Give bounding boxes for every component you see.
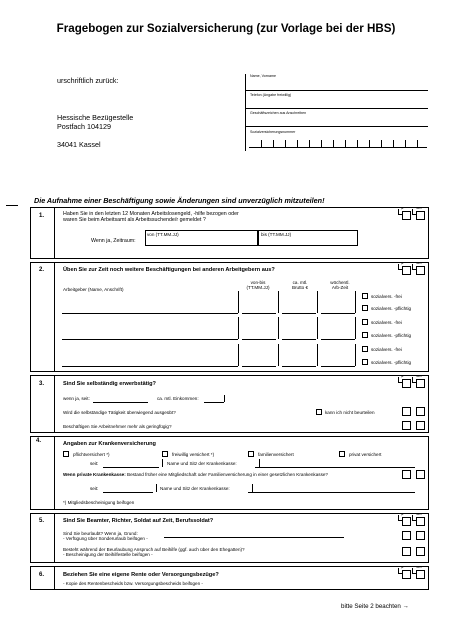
s2-income-line-1: ca. mtl.: [292, 280, 308, 285]
s4-family-checkbox[interactable]: [248, 451, 254, 457]
s5-leave-reason-field[interactable]: [164, 537, 344, 538]
s2-required-label-3: sozialvers. -pflichtig: [371, 360, 412, 365]
s4-insurer-field[interactable]: [255, 467, 415, 468]
s5-aid-yes-checkbox[interactable]: [402, 547, 411, 556]
s4-since-field[interactable]: [103, 467, 159, 468]
s2-income-label: [286, 280, 314, 290]
s4-insurer-field-2[interactable]: [248, 492, 415, 493]
s2-required-label-2: sozialvers. -pflichtig: [371, 333, 412, 338]
ssn-field[interactable]: [249, 134, 427, 148]
yes-label: ja: [401, 512, 404, 516]
s2-free-checkbox-2[interactable]: [362, 319, 368, 325]
section-3-number: 3.: [39, 381, 45, 387]
s5-leave-line-1: Sind Sie beurlaubt? Wenn ja, Grund:: [63, 531, 138, 536]
s1-question-line-1: Haben Sie in den letzten 12 Monaten Arbeitslosengeld, -hilfe bezogen oder: [63, 211, 239, 217]
s6-no-checkbox[interactable]: [416, 570, 425, 579]
s3-income-field[interactable]: [204, 402, 224, 403]
s2-required-checkbox-1[interactable]: [362, 305, 368, 311]
name-label: Name, Vorname: [250, 74, 276, 78]
s2-yes-checkbox[interactable]: [402, 266, 411, 275]
s4-private-checkbox[interactable]: [339, 451, 345, 457]
s4-since-label-2: seit:: [90, 486, 99, 491]
name-field[interactable]: [245, 90, 428, 91]
s4-private-yes-checkbox[interactable]: [402, 470, 411, 479]
s2-required-label-1: sozialvers. -pflichtig: [371, 306, 412, 311]
s2-free-checkbox-1[interactable]: [362, 293, 368, 299]
s3-cannot-checkbox[interactable]: [316, 409, 322, 415]
s1-question-line-2: waren Sie beim Arbeitsamt als Arbeitssuchende/r gemeldet ?: [63, 217, 206, 224]
s2-free-checkbox-3[interactable]: [362, 346, 368, 352]
s5-yes-checkbox[interactable]: [402, 517, 411, 526]
s4-private-question-rest: Bestand früher eine Mitgliedschaft oder Familienversicherung in einer gesetzlichen Krankenkasse?: [125, 472, 328, 477]
s4-question: Angaben zur Krankenversicherung: [63, 441, 156, 447]
s2-required-checkbox-2[interactable]: [362, 332, 368, 338]
s1-when-label: Wenn ja, Zeitraum:: [91, 238, 136, 244]
s4-voluntary-checkbox[interactable]: [162, 451, 168, 457]
s3-since-label: wenn ja, seit:: [63, 396, 90, 401]
s1-from-field[interactable]: [145, 230, 258, 246]
s6-question: Beziehen Sie eine eigene Rente oder Versorgungsbezüge?: [63, 572, 219, 578]
s3-employees-yes-checkbox[interactable]: [402, 421, 411, 430]
s1-no-checkbox[interactable]: [416, 211, 425, 220]
s2-period-line-1: von-bis: [250, 280, 266, 285]
s1-to-label: bis (TT.MM.JJ): [261, 232, 292, 237]
s5-leave-yes-checkbox[interactable]: [402, 531, 411, 540]
s4-footnote: *) Mitgliedsbescheinigung beifügen: [63, 500, 135, 505]
section-2-number: 2.: [39, 267, 45, 273]
s3-yes-checkbox[interactable]: [402, 379, 411, 388]
s1-yes-checkbox[interactable]: [402, 211, 411, 220]
s4-family-label: familienversichert: [258, 452, 294, 457]
section-1-number: 1.: [39, 213, 45, 219]
s2-hours-line-2: Arb-Zeit: [331, 285, 349, 290]
s5-leave-line-2: - Verfügung über Sonderurlaub beifügen -: [63, 536, 148, 541]
section-6-number: 6.: [39, 572, 45, 578]
no-label: nein: [416, 206, 422, 210]
s3-employees-label: Beschäftigen Sie Arbeitnehmer mehr als geringfügig?: [63, 424, 172, 429]
s2-hours-label: [325, 280, 355, 290]
address-line-3: 34041 Kassel: [57, 140, 101, 149]
no-label: nein: [416, 261, 422, 265]
s4-mandatory-label: pflichtversichert *): [73, 452, 110, 457]
yes-label: ja: [401, 565, 404, 569]
notice: Die Aufnahme einer Beschäftigung sowie Änderungen sind unverzüglich mitzuteilen!: [34, 196, 325, 205]
no-label: nein: [416, 512, 422, 516]
footer-next-page: bitte Seite 2 beachten →: [341, 603, 409, 610]
s3-employees-no-checkbox[interactable]: [416, 421, 425, 430]
s4-since-field-2[interactable]: [103, 492, 153, 493]
s4-insurer-label-2: Name und Sitz der Krankenkasse:: [160, 486, 230, 491]
s4-private-question: [63, 472, 328, 477]
s4-since-label: seit:: [90, 461, 99, 466]
address-line-1: Hessische Bezügestelle: [57, 113, 134, 122]
section-2: [30, 262, 429, 372]
s5-aid-line-1: Besteht während der Beurlaubung Anspruch auf Beihilfe (ggf. auch über den Ehegatten)?: [63, 547, 245, 552]
s2-hours-line-1: wöchentl.: [330, 280, 350, 285]
phone-label: Telefon (Angabe freiwillig): [250, 93, 292, 97]
s5-aid-no-checkbox[interactable]: [416, 547, 425, 556]
s2-free-label-3: sozialvers. -frei: [371, 347, 402, 352]
ssn-label: Sozialversicherungsnummer: [250, 130, 296, 134]
address-block: [57, 113, 133, 149]
s2-required-checkbox-3[interactable]: [362, 359, 368, 365]
s5-aid-line-2: - Bescheinigung der Beihilfestelle beifügen -: [63, 552, 153, 557]
no-label: nein: [416, 374, 422, 378]
s2-period-label: [243, 280, 273, 290]
s2-question: Üben Sie zur Zeit noch weitere Beschäftigungen bei anderen Arbeitgebern aus?: [63, 267, 275, 273]
s4-private-label: privat versichert: [349, 452, 382, 457]
s2-income-line-2: Brutto €: [291, 285, 309, 290]
yes-label: ja: [401, 261, 404, 265]
file-ref-field[interactable]: [245, 126, 428, 127]
phone-field[interactable]: [245, 108, 428, 109]
s3-mainly-label: Wird die selbständige Tätigkeit überwiegend ausgeübt?: [63, 410, 176, 415]
s4-mandatory-checkbox[interactable]: [63, 451, 69, 457]
s3-cannot-label: kann ich nicht beurteilen: [325, 410, 375, 415]
no-label: nein: [416, 565, 422, 569]
yes-label: ja: [401, 374, 404, 378]
s1-question: [63, 211, 239, 224]
section-4-number: 4.: [36, 438, 42, 444]
return-note: urschriftlich zurück:: [57, 76, 119, 85]
s5-question: Sind Sie Beamter, Richter, Soldat auf Zeit, Berufssoldat?: [63, 518, 214, 524]
s4-voluntary-label: freiwillig versichert *): [172, 452, 215, 457]
section-6: [30, 566, 429, 590]
s6-note: - Kopie des Rentenbescheids bzw. Versorgungsbescheids beifügen -: [63, 581, 203, 586]
s2-no-checkbox[interactable]: [416, 266, 425, 275]
s4-private-question-bold: Wenn private Krankenkasse:: [63, 472, 126, 477]
s5-leave: [63, 531, 148, 541]
s1-from-label: von (TT.MM.JJ): [147, 232, 179, 237]
s3-mainly-yes-checkbox[interactable]: [402, 407, 411, 416]
s2-period-line-2: (TT.MM.JJ): [246, 285, 270, 290]
s3-mainly-no-checkbox[interactable]: [416, 407, 425, 416]
s5-aid: [63, 547, 245, 557]
s3-no-checkbox[interactable]: [416, 379, 425, 388]
s5-no-checkbox[interactable]: [416, 517, 425, 526]
file-ref-label: Geschäftszeichen aus Anschreiben: [250, 111, 307, 115]
address-line-2: Postfach 104129: [57, 122, 111, 131]
s5-leave-no-checkbox[interactable]: [416, 531, 425, 540]
section-5-number: 5.: [39, 518, 45, 524]
s2-free-label-1: sozialvers. -frei: [371, 294, 402, 299]
fold-mark: [6, 205, 18, 206]
yes-label: ja: [401, 206, 404, 210]
s4-private-no-checkbox[interactable]: [416, 470, 425, 479]
s2-free-label-2: sozialvers. -frei: [371, 320, 402, 325]
s6-yes-checkbox[interactable]: [402, 570, 411, 579]
s3-question: Sind Sie selbständig erwerbstätig?: [63, 381, 156, 387]
s3-since-field[interactable]: [93, 402, 148, 403]
s4-insurer-label: Name und Sitz der Krankenkasse:: [167, 461, 237, 466]
s3-income-label: ca. mtl. Einkommen:: [157, 396, 199, 401]
s2-employer-label: Arbeitgeber (Name, Anschrift): [63, 287, 124, 292]
page-title: Fragebogen zur Sozialversicherung (zur Vorlage bei der HBS): [56, 22, 396, 35]
s1-to-field[interactable]: [258, 230, 358, 246]
